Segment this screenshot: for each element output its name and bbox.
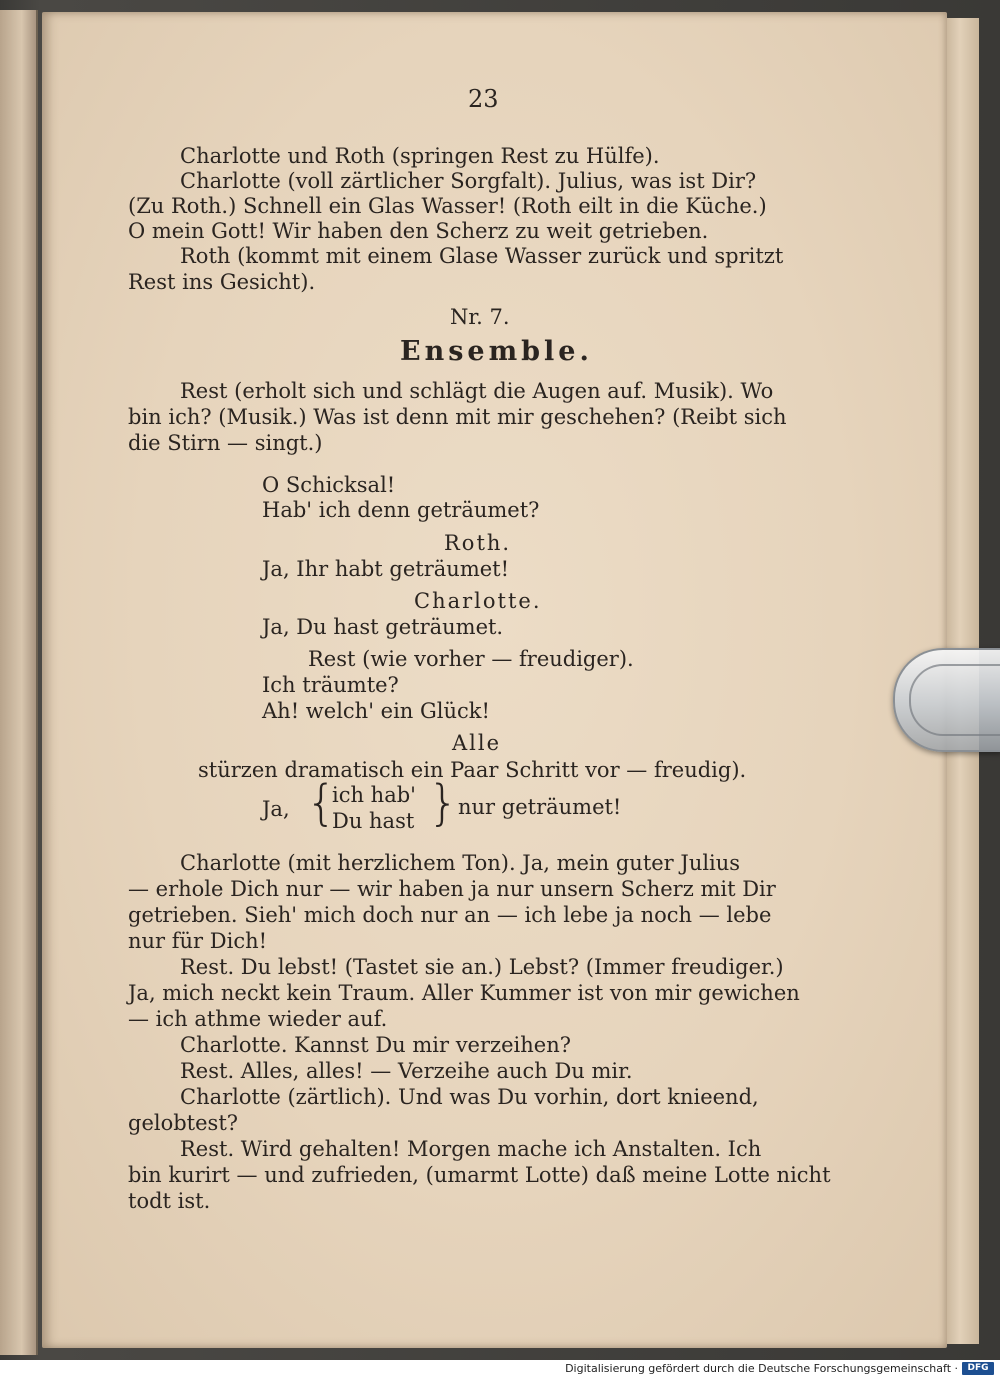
number-heading: Nr. 7. <box>450 305 510 329</box>
text-line: gelobtest? <box>128 1111 239 1135</box>
footer-credit: Digitalisierung gefördert durch die Deutsche Forschungsgemeinschaft · <box>565 1362 958 1375</box>
section-heading: Ensemble. <box>400 336 593 367</box>
stage-direction: Rest (wie vorher — freudiger). <box>308 647 634 671</box>
song-line: Ja, Du hast geträumet. <box>262 615 504 639</box>
text-line: Charlotte. Kannst Du mir verzeihen? <box>180 1033 571 1057</box>
song-option: Du hast <box>332 809 415 833</box>
text-line: nur für Dich! <box>128 929 268 953</box>
song-option: ich hab' <box>332 783 416 807</box>
text-line: Rest ins Gesicht). <box>128 270 316 294</box>
text-line: Charlotte (mit herzlichem Ton). Ja, mein guter Julius <box>180 851 741 875</box>
text-line: Charlotte und Roth (springen Rest zu Hülfe). <box>180 144 660 168</box>
text-line: Rest (erholt sich und schlägt die Augen auf. Musik). Wo <box>180 379 774 403</box>
text-line: (Zu Roth.) Schnell ein Glas Wasser! (Roth eilt in die Küche.) <box>128 194 767 218</box>
text-line: O mein Gott! Wir haben den Scherz zu weit getrieben. <box>128 219 709 243</box>
text-line: bin ich? (Musik.) Was ist denn mit mir geschehen? (Reibt sich <box>128 405 787 429</box>
page-number: 23 <box>468 85 499 113</box>
speaker-name: Alle <box>452 731 502 755</box>
song-line: Ja, Ihr habt geträumet! <box>262 557 510 581</box>
text-line: Roth (kommt mit einem Glase Wasser zurück und spritzt <box>180 244 784 268</box>
song-line: nur geträumet! <box>458 795 622 819</box>
text-line: todt ist. <box>128 1189 211 1213</box>
dfg-logo: DFG <box>962 1362 994 1375</box>
song-line: O Schicksal! <box>262 473 396 497</box>
text-line: getrieben. Sieh' mich doch nur an — ich lebe ja noch — lebe <box>128 903 772 927</box>
song-line: Ah! welch' ein Glück! <box>262 699 490 723</box>
speaker-name: Roth. <box>444 531 512 555</box>
speaker-name: Charlotte. <box>414 589 542 613</box>
text-line: Charlotte (voll zärtlicher Sorgfalt). Julius, was ist Dir? <box>180 169 757 193</box>
stage-direction: stürzen dramatisch ein Paar Schritt vor — freudig). <box>198 758 747 782</box>
song-line: Ich träumte? <box>262 673 399 697</box>
text-line: bin kurirt — und zufrieden, (umarmt Lotte) daß meine Lotte nicht <box>128 1163 831 1187</box>
text-line: Rest. Du lebst! (Tastet sie an.) Lebst? (Immer freudiger.) <box>180 955 784 979</box>
right-brace: } <box>428 775 459 831</box>
left-page-edge <box>0 10 38 1355</box>
left-brace: { <box>306 775 337 831</box>
paper-clip <box>893 648 1000 752</box>
text-line: die Stirn — singt.) <box>128 431 323 455</box>
text-line: Ja, mich neckt kein Traum. Aller Kummer ist von mir gewichen <box>128 981 800 1005</box>
song-line: Ja, <box>262 797 290 821</box>
song-line: Hab' ich denn geträumet? <box>262 498 540 522</box>
text-line: Charlotte (zärtlich). Und was Du vorhin, dort knieend, <box>180 1085 759 1109</box>
text-line: Rest. Alles, alles! — Verzeihe auch Du mir. <box>180 1059 633 1083</box>
text-line: — erhole Dich nur — wir haben ja nur unsern Scherz mit Dir <box>128 877 776 901</box>
text-line: — ich athme wieder auf. <box>128 1007 388 1031</box>
text-line: Rest. Wird gehalten! Morgen mache ich Anstalten. Ich <box>180 1137 762 1161</box>
